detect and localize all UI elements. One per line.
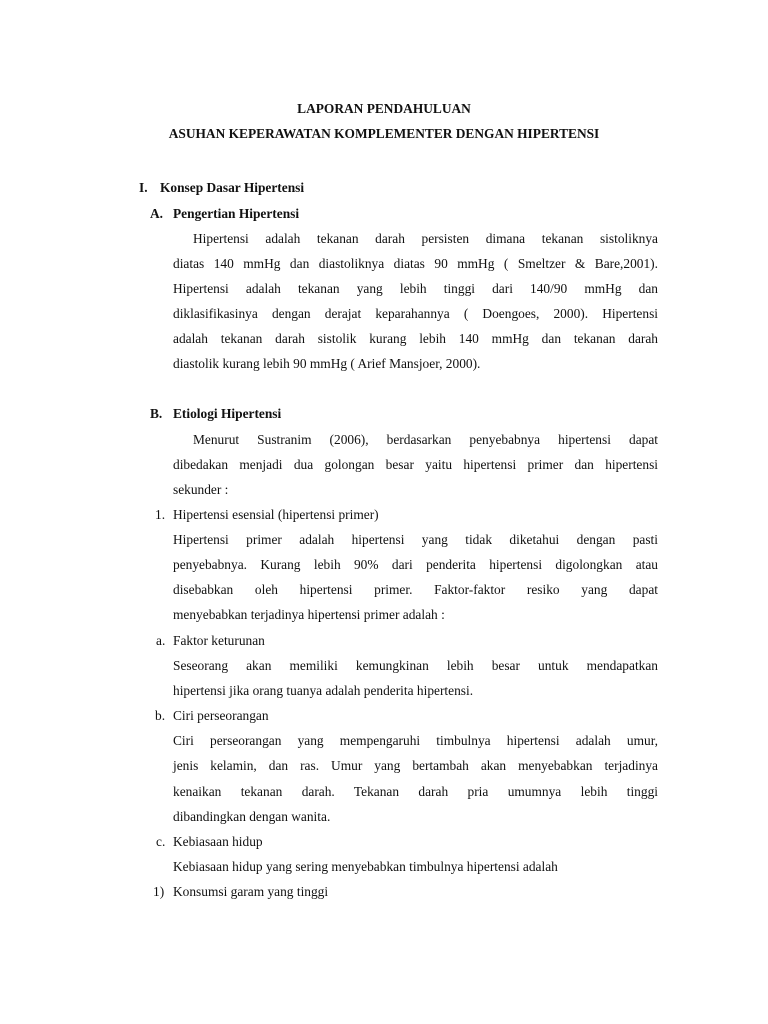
paragraph-line: dibedakan menjadi dua golongan besar yaitu hipertensi primer dan hipertensi	[173, 457, 658, 472]
paragraph-line: Kebiasaan hidup yang sering menyebabkan timbulnya hipertensi adalah	[173, 859, 558, 874]
paragraph-line: hipertensi jika orang tuanya adalah penderita hipertensi.	[173, 683, 474, 698]
paragraph-line: Menurut Sustranim (2006), berdasarkan penyebabnya hipertensi dapat	[193, 432, 658, 447]
list-item-heading: Faktor keturunan	[173, 633, 265, 648]
list-item-marker: 1.	[155, 507, 166, 522]
paragraph-line: penyebabnya. Kurang lebih 90% dari penderita hipertensi digolongkan atau	[173, 557, 658, 572]
section-number: I.	[139, 180, 148, 195]
list-item-marker: 1)	[153, 884, 165, 899]
document-title: LAPORAN PENDAHULUAN	[297, 101, 471, 116]
paragraph-line: diklasifikasinya dengan derajat keparahannya ( Doengoes, 2000). Hipertensi	[173, 306, 658, 321]
paragraph-line: Hipertensi adalah tekanan darah persisten dimana tekanan sistoliknya	[193, 231, 658, 246]
subsection-b-heading: Etiologi Hipertensi	[173, 406, 282, 421]
paragraph-line: Seseorang akan memiliki kemungkinan lebih besar untuk mendapatkan	[173, 658, 658, 673]
list-item-heading: Kebiasaan hidup	[173, 834, 263, 849]
paragraph-line: kenaikan tekanan darah. Tekanan darah pria umumnya lebih tinggi	[173, 784, 658, 799]
paragraph-line: menyebabkan terjadinya hipertensi primer adalah :	[173, 607, 445, 622]
list-item-marker: c.	[156, 834, 166, 849]
list-item-heading: Hipertensi esensial (hipertensi primer)	[173, 507, 379, 522]
paragraph-line: adalah tekanan darah sistolik kurang lebih 140 mmHg dan tekanan darah	[173, 331, 658, 346]
list-item-heading: Konsumsi garam yang tinggi	[173, 884, 329, 899]
paragraph-line: jenis kelamin, dan ras. Umur yang bertambah akan menyebabkan terjadinya	[173, 758, 658, 773]
list-item-heading: Ciri perseorangan	[173, 708, 269, 723]
paragraph-line: Ciri perseorangan yang mempengaruhi timbulnya hipertensi adalah umur,	[173, 733, 658, 748]
subsection-a-heading: Pengertian Hipertensi	[173, 206, 300, 221]
list-item-marker: b.	[155, 708, 166, 723]
paragraph-line: diastolik kurang lebih 90 mmHg ( Arief Mansjoer, 2000).	[173, 356, 481, 371]
paragraph-line: disebabkan oleh hipertensi primer. Faktor-faktor resiko yang dapat	[173, 582, 658, 597]
paragraph-line: dibandingkan dengan wanita.	[173, 809, 331, 824]
paragraph-line: sekunder :	[173, 482, 229, 497]
paragraph-line: diatas 140 mmHg dan diastoliknya diatas 90 mmHg ( Smeltzer & Bare,2001).	[173, 256, 658, 271]
paragraph-line: Hipertensi primer adalah hipertensi yang tidak diketahui dengan pasti	[173, 532, 658, 547]
section-heading: Konsep Dasar Hipertensi	[160, 180, 305, 195]
subsection-b-marker: B.	[150, 406, 163, 421]
list-item-marker: a.	[156, 633, 166, 648]
document-subtitle: ASUHAN KEPERAWATAN KOMPLEMENTER DENGAN HIPERTENSI	[168, 126, 600, 141]
subsection-a-marker: A.	[150, 206, 164, 221]
paragraph-line: Hipertensi adalah tekanan yang lebih tinggi dari 140/90 mmHg dan	[173, 281, 658, 296]
